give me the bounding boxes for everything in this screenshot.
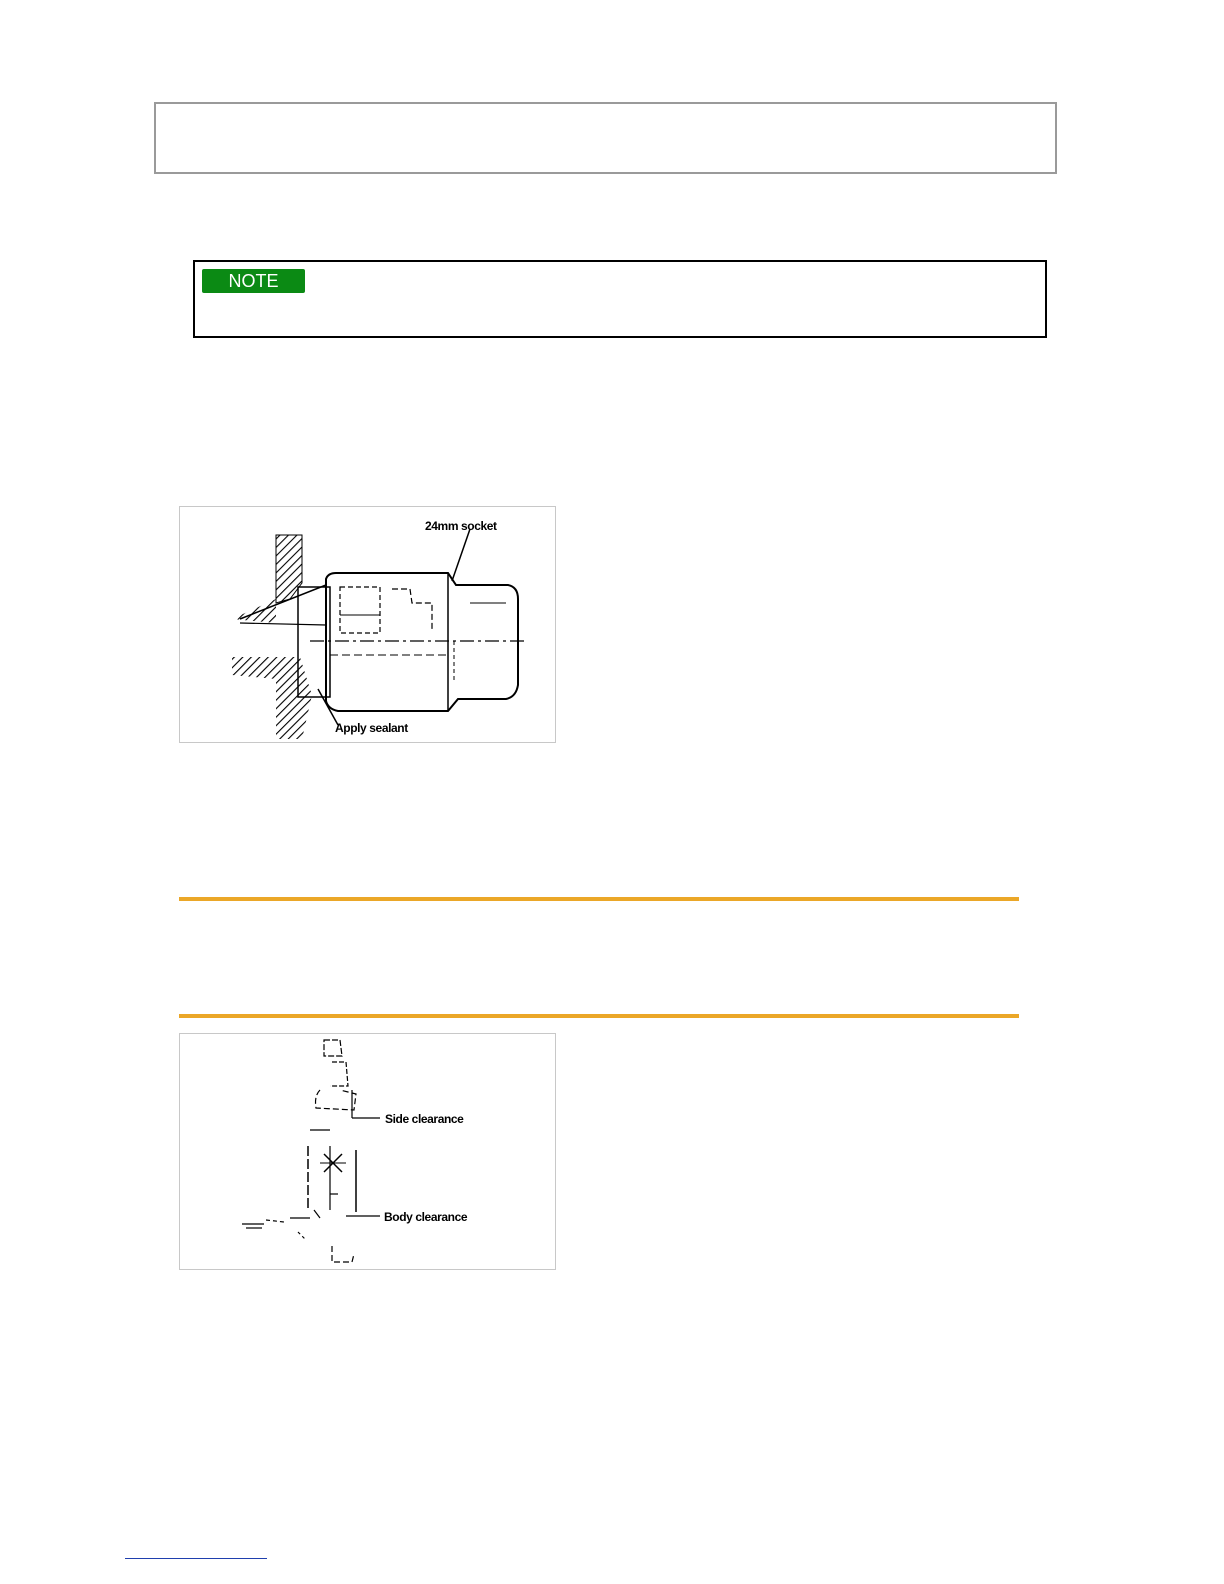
- socket-figure: [179, 506, 556, 743]
- section-rule-top: [179, 897, 1019, 901]
- clearance-figure: [179, 1033, 556, 1270]
- clearance-diagram: [180, 1034, 557, 1271]
- footer-link-underline[interactable]: [125, 1558, 267, 1559]
- note-badge: NOTE: [202, 269, 305, 293]
- socket-label: 24mm socket: [425, 519, 497, 533]
- body-clearance-label: Body clearance: [384, 1210, 468, 1224]
- wall-lower: [232, 657, 312, 739]
- section-rule-bottom: [179, 1014, 1019, 1018]
- socket-outline: [326, 573, 518, 711]
- side-clearance-label: Side clearance: [385, 1112, 464, 1126]
- socket-diagram: [180, 507, 557, 744]
- sealant-label: Apply sealant: [335, 721, 408, 735]
- note-box: [193, 260, 1047, 338]
- spike-hatch: [232, 599, 276, 623]
- header-box: [154, 102, 1057, 174]
